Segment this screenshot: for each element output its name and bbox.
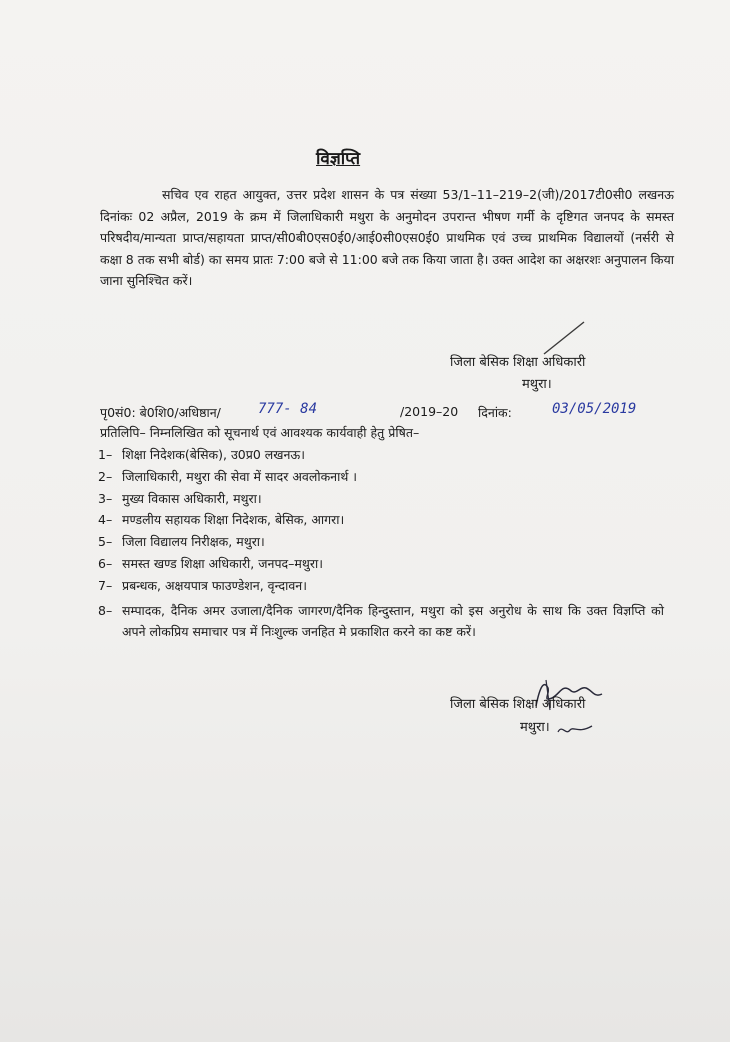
signature-block-1	[450, 352, 585, 392]
copy-intro: प्रतिलिपि– निम्नलिखित को सूचनार्थ एवं आवश्यक कार्यवाही हेतु प्रेषित–	[100, 425, 420, 440]
signatory-place: मथुरा।	[520, 720, 550, 735]
signature-initials	[556, 720, 596, 740]
list-item: 7– प्रबन्धक, अक्षयपात्र फाउण्डेशन, वृन्दावन।	[98, 577, 307, 593]
signatory-title: जिला बेसिक शिक्षा अधिकारी	[450, 697, 586, 712]
copy-list	[98, 444, 658, 597]
list-item: 1– शिक्षा निदेशक(बेसिक), उ0प्र0 लखनऊ।	[98, 447, 305, 462]
list-item-8: 8– सम्पादक, दैनिक अमर उजाला/दैनिक जागरण/दैनिक हिन्दुस्तान, मथुरा को इस अनुरोध के साथ कि उक्त विज्ञप्ति को अपने लोकप्रिय समाचार पत्र में निःशुल्क जनहित मे प्रकाशित करने का कष्ट करें।	[98, 603, 664, 639]
list-item: 2– जिलाधिकारी, मथुरा की सेवा में सादर अवलोकनार्थ ।	[98, 468, 358, 484]
date-label: दिनांक:	[478, 405, 512, 420]
list-item: 3– मुख्य विकास अधिकारी, मथुरा।	[98, 490, 262, 506]
handwritten-date: 03/05/2019	[552, 401, 637, 417]
list-item: 6– समस्त खण्ड शिक्षा अधिकारी, जनपद–मथुरा।	[98, 555, 323, 571]
reference-prefix: पृ0सं0: बे0शि0/अधिष्ठान/	[100, 405, 221, 420]
signatory-place: मथुरा।	[522, 377, 552, 392]
notice-title: विज्ञप्ति	[316, 149, 361, 169]
signatory-title: जिला बेसिक शिक्षा अधिकारी	[450, 355, 586, 370]
handwritten-reference-number: 777- 84	[258, 401, 318, 417]
list-item: 4– मण्डलीय सहायक शिक्षा निदेशक, बेसिक, आगरा।	[98, 512, 345, 528]
list-item: 5– जिला विद्यालय निरीक्षक, मथुरा।	[98, 534, 265, 550]
notice-body: सचिव एव राहत आयुक्त, उत्तर प्रदेश शासन के पत्र संख्या 53/1–11–219–2(जी)/2017टी0सी0 लखनऊ दिनांकः 02 अप्रैल, 2019 के क्रम में जिलाधिकारी मथुरा के अनुमोदन उपरान्त भीषण गर्मी के दृष्टिगत जनपद के समस्त परिषदीय/मान्यता प्राप्त/सहायता प्राप्त/सी0बी0एस0ई0/आई0सी0एस0ई0 प्राथमिक एवं उच्च प्राथमिक विद्यालयों (नर्सरी से कक्षा 8 तक सभी बोर्ड) का समय प्रातः 7:00 बजे से 11:00 बजे तक किया जाता है। उक्त आदेश का अक्षरशः अनुपालन किया जाना सुनिश्चित करें।	[100, 187, 674, 288]
reference-year: /2019–20	[400, 404, 459, 419]
